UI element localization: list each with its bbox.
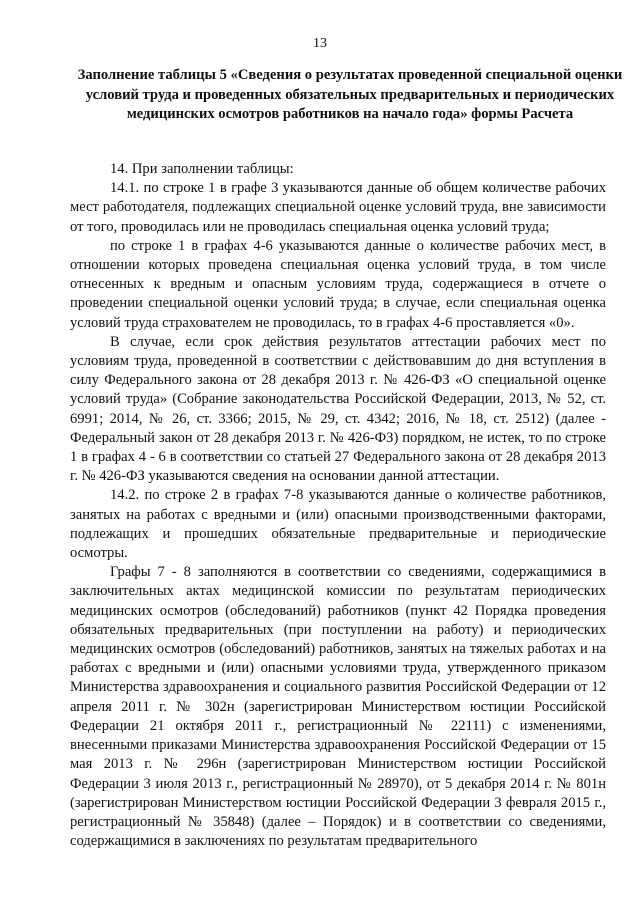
paragraph-intro: 14. При заполнении таблицы: — [110, 161, 294, 177]
page-number: 13 — [313, 36, 327, 51]
paragraph-14-2: 14.2. по строке 2 в графах 7-8 указываются данные о количестве работников, занятых на работах с вредными и (или) опасными производственными факторами, подлежащих и прошедших обязательные предварительные и периодические осмотры. — [70, 487, 606, 562]
paragraph-attestation: В случае, если срок действия результатов аттестации рабочих мест по условиям труда, проведенной в соответствии с действовавшим до дня вступления в силу Федерального закона от 28 декабря 2013 г. № 426-ФЗ «О специальной оценке условий труда» (Собрание законодательства Российской Федерации, 2013, № 52, ст. 6991; 2014, № 26, ст. 3366; 2015, № 29, ст. 4342; 2016, № 18, ст. 2512) (далее - Федеральный закон от 28 декабря 2013 г. № 426-ФЗ) порядком, не истек, то по строке 1 в графах 4 - 6 в соответствии со статьей 27 Федерального закона от 28 декабря 2013 г. № 426-ФЗ указываются сведения на основании данной аттестации. — [70, 333, 606, 485]
paragraph-columns-7-8: Графы 7 - 8 заполняются в соответствии со сведениями, содержащимися в заключительных актах медицинской комиссии по результатам периодических медицинских осмотров (обследований) работников (пункт 42 Порядка проведения обязательных предварительных (при поступлении на работу) и периодических медицинских осмотров (обследований) работников, занятых на тяжелых работах и на работах с вредными и (или) опасными условиями труда, утвержденного приказом Министерства здравоохранения и социального развития Российской Федерации от 12 апреля 2011 г. № 302н (зарегистрирован Министерством юстиции Российской Федерации 21 октября 2011 г., регистрационный № 22111) с изменениями, внесенными приказами Министерства здравоохранения Российской Федерации от 15 мая 2013 г. № 296н (зарегистрирован Министерством юстиции Российской Федерации 3 июля 2013 г., регистрационный № 28970), от 5 декабря 2014 г. № 801н (зарегистрирован Министерством юстиции Российской Федерации 3 февраля 2015 г., регистрационный № 35848) (далее – Порядок) и в соответствии со сведениями, содержащимися в заключениях по результатам предварительного — [70, 564, 606, 850]
paragraph-14-1: 14.1. по строке 1 в графе 3 указываются данные об общем количестве рабочих мест работодателя, подлежащих специальной оценке условий труда, вне зависимости от того, проводилась или не проводилась специальная оценка условий труда; — [70, 180, 606, 235]
document-body — [70, 160, 606, 851]
paragraph-line1-columns-4-6: по строке 1 в графах 4-6 указываются данные о количестве рабочих мест, в отношении которых проведена специальная оценка условий труда, в том числе отнесенных к вредным и опасным условиям труда, содержащиеся в отчете о проведении специальной оценки условий труда; в случае, если специальная оценка условий труда страхователем не проводилась, то в графах 4-6 проставляется «0». — [70, 237, 606, 331]
section-title: Заполнение таблицы 5 «Сведения о результатах проведенной специальной оценки условий труда и проведенных обязательных предварительных и периодических медицинских осмотров работников на начало года» формы Расчета — [77, 67, 623, 122]
